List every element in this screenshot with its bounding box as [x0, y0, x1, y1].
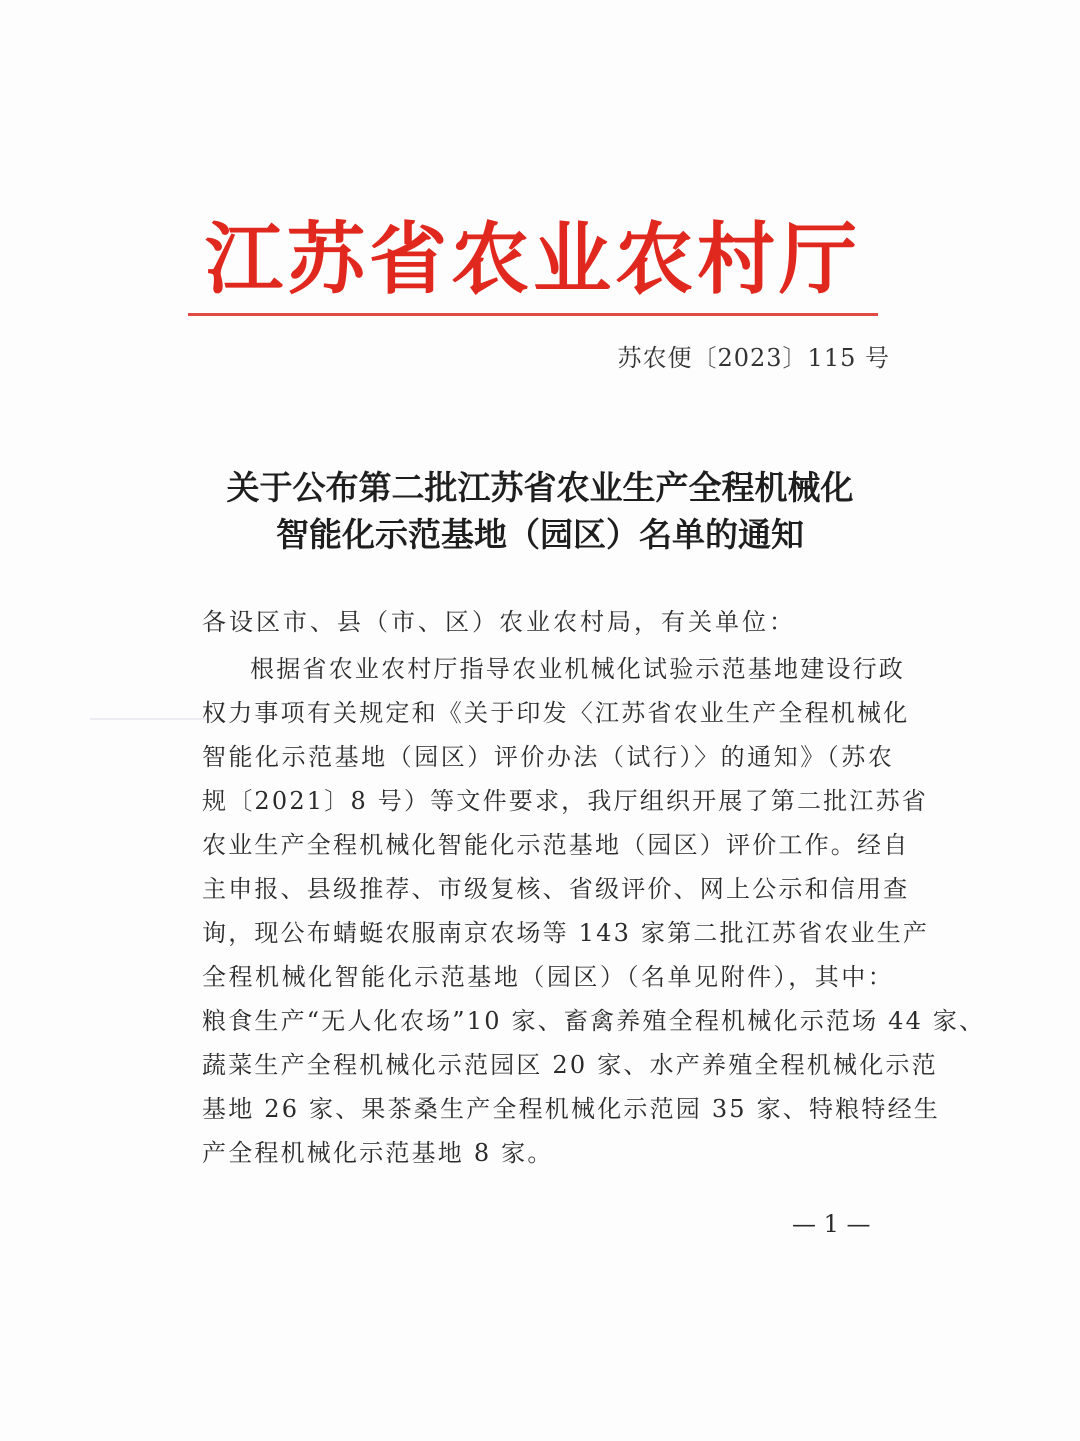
- salutation: 各设区市、县（市、区）农业农村局，有关单位：: [202, 608, 796, 636]
- notice-title-line-1: 关于公布第二批江苏省农业生产全程机械化: [226, 468, 854, 507]
- letterhead-red-rule: [188, 313, 878, 316]
- page-number: — 1 —: [792, 1210, 871, 1238]
- paper-fold-mark: [90, 718, 210, 720]
- body-line: 主申报、县级推荐、市级复核、省级评价、网上公示和信用查: [202, 875, 910, 903]
- body-line: 询，现公布蜻蜓农服南京农场等 143 家第二批江苏省农业生产: [202, 919, 930, 947]
- body-line: 蔬菜生产全程机械化示范园区 20 家、水产养殖全程机械化示范: [202, 1051, 938, 1079]
- body-line: 粮食生产“无人化农场”10 家、畜禽养殖全程机械化示范场 44 家、: [202, 1007, 986, 1035]
- document-number: 苏农便〔2023〕115 号: [617, 344, 890, 372]
- body-line: 农业生产全程机械化智能化示范基地（园区）评价工作。经自: [202, 831, 910, 859]
- letterhead-agency-name: 江苏省农业农村厅: [204, 214, 861, 305]
- body-line: 规〔2021〕8 号）等文件要求，我厅组织开展了第二批江苏省: [202, 787, 928, 815]
- body-line: 产全程机械化示范基地 8 家。: [202, 1139, 554, 1167]
- notice-title-line-2: 智能化示范基地（园区）名单的通知: [276, 515, 804, 554]
- body-line: 全程机械化智能化示范基地（园区）（名单见附件），其中：: [202, 963, 894, 991]
- body-line: 权力事项有关规定和《关于印发〈江苏省农业生产全程机械化: [202, 699, 910, 727]
- body-line: 智能化示范基地（园区）评价办法（试行）〉的通知》（苏农: [202, 743, 894, 771]
- body-line: 根据省农业农村厅指导农业机械化试验示范基地建设行政: [250, 655, 905, 683]
- body-line: 基地 26 家、果茶桑生产全程机械化示范园 35 家、特粮特经生: [202, 1095, 940, 1123]
